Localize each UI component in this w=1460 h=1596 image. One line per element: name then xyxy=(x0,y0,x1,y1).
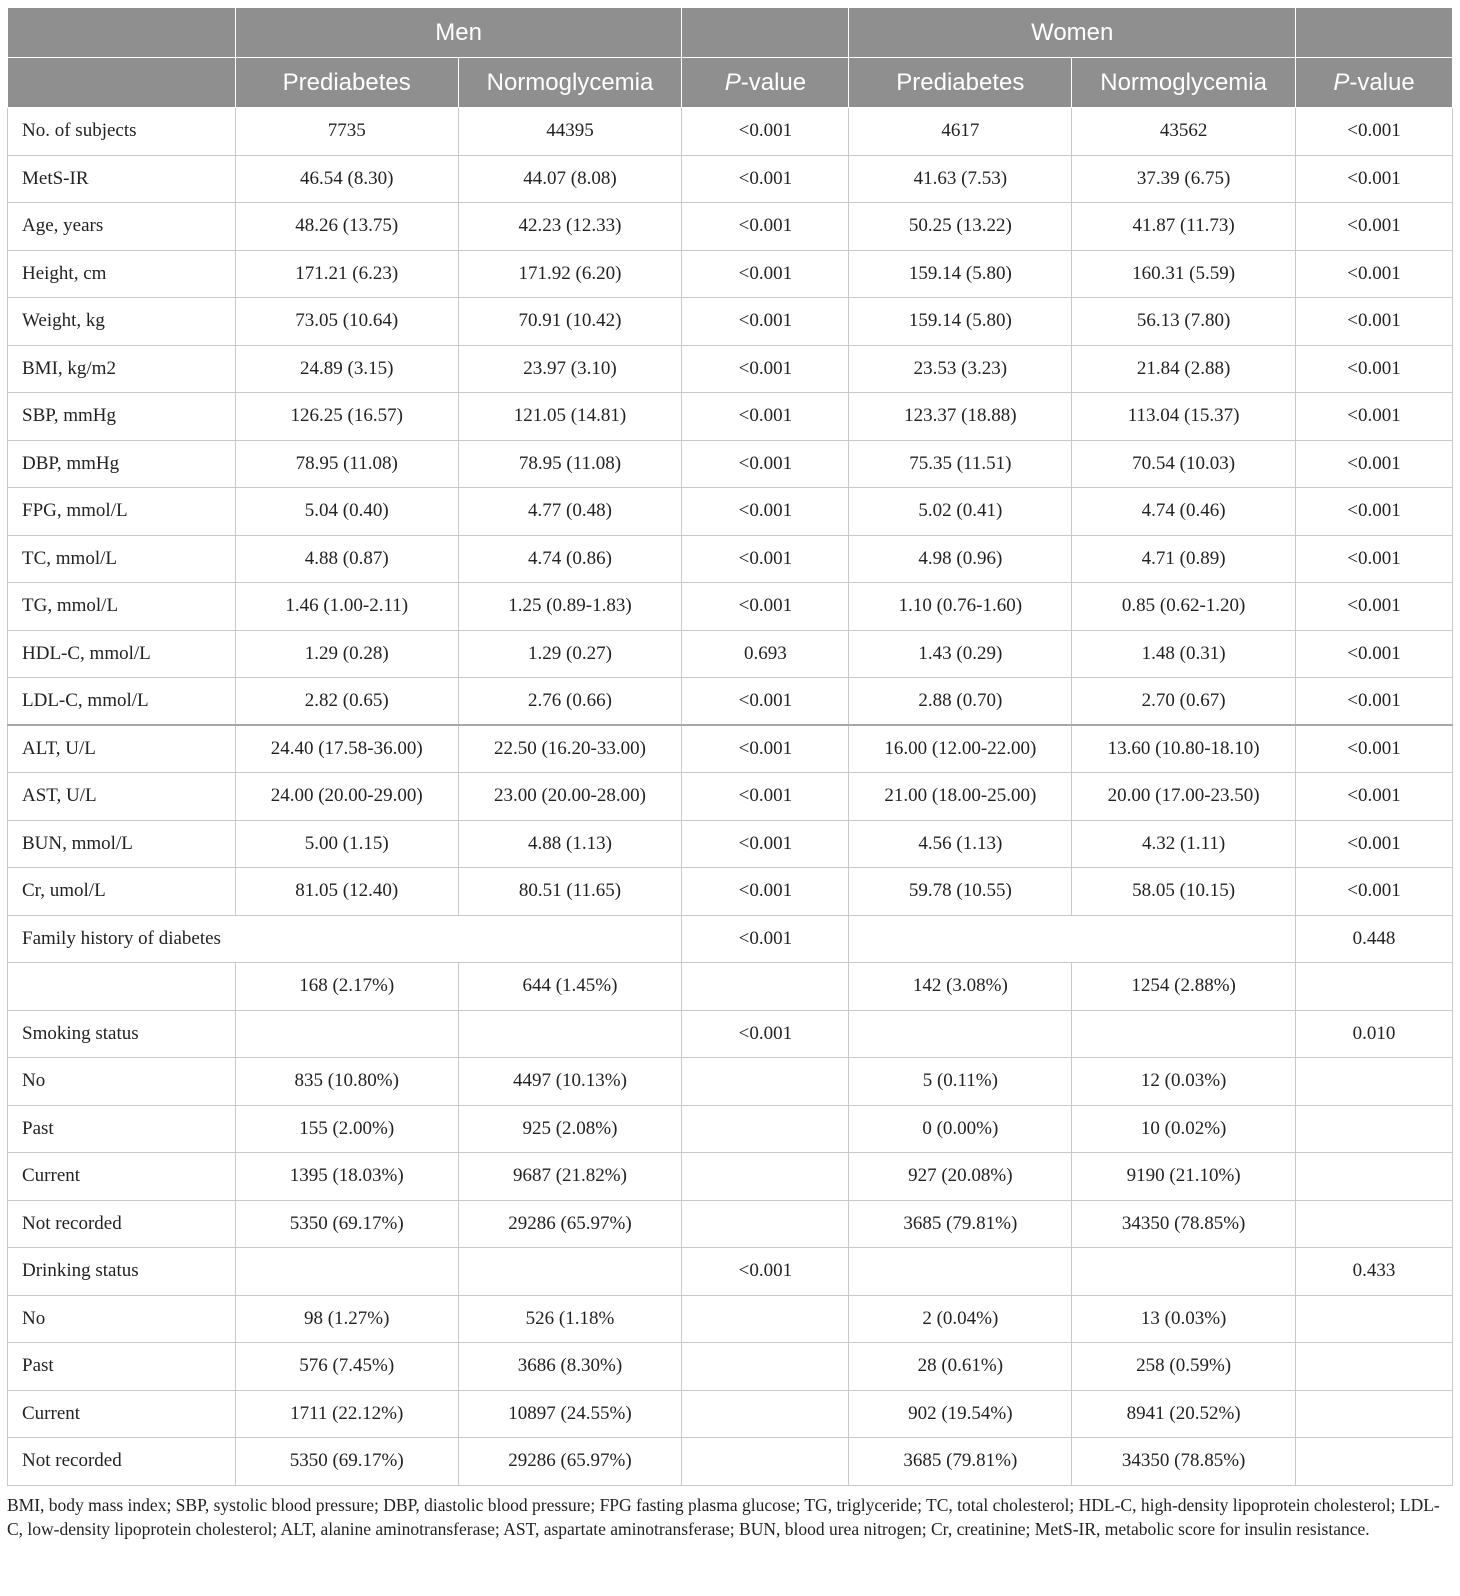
table-row xyxy=(8,820,1453,868)
cell: 98 (1.27%) xyxy=(235,1295,458,1343)
row-label: TC, mmol/L xyxy=(8,535,236,583)
cell: <0.001 xyxy=(682,488,849,536)
cell: 73.05 (10.64) xyxy=(235,298,458,346)
table-row xyxy=(8,773,1453,821)
cell: 2.70 (0.67) xyxy=(1072,678,1296,726)
cell: 10 (0.02%) xyxy=(1072,1105,1296,1153)
cell: 4.77 (0.48) xyxy=(458,488,682,536)
cell xyxy=(682,963,849,1011)
row-label: Family history of diabetes xyxy=(8,915,682,963)
cell: 4.71 (0.89) xyxy=(1072,535,1296,583)
row-label: TG, mmol/L xyxy=(8,583,236,631)
table-row xyxy=(8,345,1453,393)
cell: 78.95 (11.08) xyxy=(458,440,682,488)
cell: 121.05 (14.81) xyxy=(458,393,682,441)
cell xyxy=(1296,1058,1453,1106)
cell xyxy=(682,1295,849,1343)
cell: 4.88 (1.13) xyxy=(458,820,682,868)
p-italic: P xyxy=(1333,68,1350,96)
table-row xyxy=(8,1153,1453,1201)
cell xyxy=(1072,1010,1296,1058)
cell: 21.84 (2.88) xyxy=(1072,345,1296,393)
cell: 2 (0.04%) xyxy=(849,1295,1072,1343)
table-row xyxy=(8,108,1453,156)
cell: 7735 xyxy=(235,108,458,156)
cell: 4.98 (0.96) xyxy=(849,535,1072,583)
cell: 13.60 (10.80-18.10) xyxy=(1072,725,1296,773)
cell xyxy=(682,1153,849,1201)
cell: <0.001 xyxy=(682,868,849,916)
table-row xyxy=(8,630,1453,678)
cell: 5 (0.11%) xyxy=(849,1058,1072,1106)
cell xyxy=(1296,1105,1453,1153)
cell xyxy=(849,915,1296,963)
cell: 80.51 (11.65) xyxy=(458,868,682,916)
cell: 24.40 (17.58-36.00) xyxy=(235,725,458,773)
cell: 12 (0.03%) xyxy=(1072,1058,1296,1106)
cell: <0.001 xyxy=(1296,630,1453,678)
cell xyxy=(1296,1153,1453,1201)
cell: 8941 (20.52%) xyxy=(1072,1390,1296,1438)
table-row xyxy=(8,440,1453,488)
cell: 3686 (8.30%) xyxy=(458,1343,682,1391)
col-header-men-prediabetes: Prediabetes xyxy=(235,58,458,108)
cell: 44395 xyxy=(458,108,682,156)
smoking-header-row xyxy=(8,1010,1453,1058)
table-row xyxy=(8,1438,1453,1486)
cell: 24.89 (3.15) xyxy=(235,345,458,393)
p-italic: P xyxy=(724,68,741,96)
cell: 1.10 (0.76-1.60) xyxy=(849,583,1072,631)
cell: 925 (2.08%) xyxy=(458,1105,682,1153)
row-label: Smoking status xyxy=(8,1010,236,1058)
table-row xyxy=(8,1058,1453,1106)
row-label: MetS-IR xyxy=(8,155,236,203)
table-row xyxy=(8,963,1453,1011)
cell: <0.001 xyxy=(682,820,849,868)
cell: <0.001 xyxy=(1296,155,1453,203)
cell: 927 (20.08%) xyxy=(849,1153,1072,1201)
cell: 28 (0.61%) xyxy=(849,1343,1072,1391)
cell: 4.56 (1.13) xyxy=(849,820,1072,868)
cell: <0.001 xyxy=(1296,535,1453,583)
table-row xyxy=(8,155,1453,203)
cell: 1.46 (1.00-2.11) xyxy=(235,583,458,631)
cell: 37.39 (6.75) xyxy=(1072,155,1296,203)
cell: 835 (10.80%) xyxy=(235,1058,458,1106)
cell: 59.78 (10.55) xyxy=(849,868,1072,916)
cell: 171.21 (6.23) xyxy=(235,250,458,298)
table-row xyxy=(8,203,1453,251)
cell: 41.87 (11.73) xyxy=(1072,203,1296,251)
cell: 70.54 (10.03) xyxy=(1072,440,1296,488)
cell: 58.05 (10.15) xyxy=(1072,868,1296,916)
cell: 1711 (22.12%) xyxy=(235,1390,458,1438)
cell: <0.001 xyxy=(682,773,849,821)
cell: 22.50 (16.20-33.00) xyxy=(458,725,682,773)
row-label: DBP, mmHg xyxy=(8,440,236,488)
header-blank xyxy=(8,8,236,58)
p-suffix: -value xyxy=(740,68,807,96)
cell: 902 (19.54%) xyxy=(849,1390,1072,1438)
cell: 159.14 (5.80) xyxy=(849,250,1072,298)
cell: 4617 xyxy=(849,108,1072,156)
col-header-men-pvalue xyxy=(682,58,849,108)
cell: 644 (1.45%) xyxy=(458,963,682,1011)
cell: 34350 (78.85%) xyxy=(1072,1200,1296,1248)
table-row xyxy=(8,1343,1453,1391)
cell: <0.001 xyxy=(682,155,849,203)
cell: <0.001 xyxy=(1296,678,1453,726)
cell: <0.001 xyxy=(682,203,849,251)
cell: 42.23 (12.33) xyxy=(458,203,682,251)
cell: <0.001 xyxy=(1296,298,1453,346)
cell: 81.05 (12.40) xyxy=(235,868,458,916)
cell: <0.001 xyxy=(682,298,849,346)
cell: 576 (7.45%) xyxy=(235,1343,458,1391)
cell: 2.76 (0.66) xyxy=(458,678,682,726)
cell: 258 (0.59%) xyxy=(1072,1343,1296,1391)
family-history-header-row xyxy=(8,915,1453,963)
col-header-women-pvalue xyxy=(1296,58,1453,108)
row-label: LDL-C, mmol/L xyxy=(8,678,236,726)
cell: 5.00 (1.15) xyxy=(235,820,458,868)
cell: <0.001 xyxy=(682,440,849,488)
col-header-men-normoglycemia: Normoglycemia xyxy=(458,58,682,108)
row-label: Current xyxy=(8,1153,236,1201)
row-label xyxy=(8,963,236,1011)
cell: <0.001 xyxy=(682,1010,849,1058)
cell: 23.97 (3.10) xyxy=(458,345,682,393)
cell: <0.001 xyxy=(1296,868,1453,916)
cell: <0.001 xyxy=(682,345,849,393)
row-label: SBP, mmHg xyxy=(8,393,236,441)
row-label: No xyxy=(8,1295,236,1343)
row-label: Age, years xyxy=(8,203,236,251)
cell: 126.25 (16.57) xyxy=(235,393,458,441)
drinking-header-row xyxy=(8,1248,1453,1296)
cell: 0 (0.00%) xyxy=(849,1105,1072,1153)
cell: <0.001 xyxy=(682,250,849,298)
row-label: AST, U/L xyxy=(8,773,236,821)
cell: 1254 (2.88%) xyxy=(1072,963,1296,1011)
cell: 1395 (18.03%) xyxy=(235,1153,458,1201)
cell: 70.91 (10.42) xyxy=(458,298,682,346)
cell: 0.448 xyxy=(1296,915,1453,963)
cell: 113.04 (15.37) xyxy=(1072,393,1296,441)
cell: 5.02 (0.41) xyxy=(849,488,1072,536)
group-header-row xyxy=(8,8,1453,58)
cell xyxy=(682,1438,849,1486)
table-row xyxy=(8,250,1453,298)
cell: 24.00 (20.00-29.00) xyxy=(235,773,458,821)
cell: <0.001 xyxy=(682,583,849,631)
cell xyxy=(1296,1390,1453,1438)
cell: 43562 xyxy=(1072,108,1296,156)
cell: 1.48 (0.31) xyxy=(1072,630,1296,678)
cell: <0.001 xyxy=(682,1248,849,1296)
cell: 3685 (79.81%) xyxy=(849,1438,1072,1486)
table-row xyxy=(8,298,1453,346)
table-row xyxy=(8,393,1453,441)
table-row xyxy=(8,678,1453,726)
cell: 23.53 (3.23) xyxy=(849,345,1072,393)
cell: 44.07 (8.08) xyxy=(458,155,682,203)
cell xyxy=(1296,1343,1453,1391)
cell xyxy=(458,1248,682,1296)
cell: <0.001 xyxy=(682,535,849,583)
cell: 29286 (65.97%) xyxy=(458,1438,682,1486)
cell: 5.04 (0.40) xyxy=(235,488,458,536)
cell: 2.88 (0.70) xyxy=(849,678,1072,726)
row-label: No xyxy=(8,1058,236,1106)
table-row xyxy=(8,1200,1453,1248)
cell: 123.37 (18.88) xyxy=(849,393,1072,441)
cell: <0.001 xyxy=(1296,583,1453,631)
row-label: HDL-C, mmol/L xyxy=(8,630,236,678)
cell: 13 (0.03%) xyxy=(1072,1295,1296,1343)
characteristics-table xyxy=(7,7,1453,1486)
cell: <0.001 xyxy=(1296,773,1453,821)
cell xyxy=(1296,963,1453,1011)
cell: <0.001 xyxy=(1296,820,1453,868)
cell: 0.433 xyxy=(1296,1248,1453,1296)
row-label: Past xyxy=(8,1105,236,1153)
cell: 56.13 (7.80) xyxy=(1072,298,1296,346)
cell xyxy=(1296,1295,1453,1343)
row-label: ALT, U/L xyxy=(8,725,236,773)
table-row xyxy=(8,583,1453,631)
cell: <0.001 xyxy=(1296,393,1453,441)
cell: 526 (1.18% xyxy=(458,1295,682,1343)
cell: <0.001 xyxy=(682,915,849,963)
cell: 21.00 (18.00-25.00) xyxy=(849,773,1072,821)
cell: 0.85 (0.62-1.20) xyxy=(1072,583,1296,631)
row-label: FPG, mmol/L xyxy=(8,488,236,536)
cell: 171.92 (6.20) xyxy=(458,250,682,298)
cell: 16.00 (12.00-22.00) xyxy=(849,725,1072,773)
cell xyxy=(1296,1438,1453,1486)
table-row xyxy=(8,725,1453,773)
cell: 5350 (69.17%) xyxy=(235,1200,458,1248)
cell: <0.001 xyxy=(682,678,849,726)
table-row xyxy=(8,1390,1453,1438)
cell: <0.001 xyxy=(1296,345,1453,393)
row-label: Height, cm xyxy=(8,250,236,298)
col-header-women-normoglycemia: Normoglycemia xyxy=(1072,58,1296,108)
row-label: No. of subjects xyxy=(8,108,236,156)
header-blank xyxy=(8,58,236,108)
cell: 48.26 (13.75) xyxy=(235,203,458,251)
header-blank xyxy=(682,8,849,58)
cell xyxy=(458,1010,682,1058)
cell: 41.63 (7.53) xyxy=(849,155,1072,203)
table-row xyxy=(8,1295,1453,1343)
cell: <0.001 xyxy=(682,725,849,773)
cell: 160.31 (5.59) xyxy=(1072,250,1296,298)
cell: 10897 (24.55%) xyxy=(458,1390,682,1438)
cell: 142 (3.08%) xyxy=(849,963,1072,1011)
cell: 0.693 xyxy=(682,630,849,678)
cell: 50.25 (13.22) xyxy=(849,203,1072,251)
cell: 3685 (79.81%) xyxy=(849,1200,1072,1248)
cell: 168 (2.17%) xyxy=(235,963,458,1011)
cell: 155 (2.00%) xyxy=(235,1105,458,1153)
cell xyxy=(1072,1248,1296,1296)
cell: <0.001 xyxy=(682,393,849,441)
cell: <0.001 xyxy=(1296,250,1453,298)
row-label: Not recorded xyxy=(8,1438,236,1486)
cell: <0.001 xyxy=(682,108,849,156)
cell: 23.00 (20.00-28.00) xyxy=(458,773,682,821)
cell: 34350 (78.85%) xyxy=(1072,1438,1296,1486)
cell xyxy=(1296,1200,1453,1248)
cell: 20.00 (17.00-23.50) xyxy=(1072,773,1296,821)
cell: 4497 (10.13%) xyxy=(458,1058,682,1106)
cell: 4.88 (0.87) xyxy=(235,535,458,583)
cell: 1.43 (0.29) xyxy=(849,630,1072,678)
cell: <0.001 xyxy=(1296,440,1453,488)
cell xyxy=(682,1390,849,1438)
table-footnote: BMI, body mass index; SBP, systolic blood pressure; DBP, diastolic blood pressure; FPG fasting plasma glucose; TG, triglyceride; TC, total cholesterol; HDL-C, high-density lipoprotein cholesterol; LDL-C, low-density lipoprotein cholesterol; ALT, alanine aminotransferase; AST, aspartate aminotransferase; BUN, blood urea nitrogen; Cr, creatinine; MetS-IR, metabolic score for insulin resistance. xyxy=(7,1495,1440,1539)
row-label: BUN, mmol/L xyxy=(8,820,236,868)
group-header-women: Women xyxy=(849,8,1296,58)
cell xyxy=(849,1248,1072,1296)
cell: 4.74 (0.46) xyxy=(1072,488,1296,536)
cell xyxy=(682,1343,849,1391)
table-row xyxy=(8,488,1453,536)
row-label: Not recorded xyxy=(8,1200,236,1248)
cell: 5350 (69.17%) xyxy=(235,1438,458,1486)
col-header-women-prediabetes: Prediabetes xyxy=(849,58,1072,108)
cell: 1.29 (0.28) xyxy=(235,630,458,678)
cell: 4.74 (0.86) xyxy=(458,535,682,583)
cell: 2.82 (0.65) xyxy=(235,678,458,726)
cell xyxy=(235,1248,458,1296)
table-row xyxy=(8,868,1453,916)
cell: 1.25 (0.89-1.83) xyxy=(458,583,682,631)
cell xyxy=(849,1010,1072,1058)
cell: 9190 (21.10%) xyxy=(1072,1153,1296,1201)
table-row xyxy=(8,1105,1453,1153)
row-label: Weight, kg xyxy=(8,298,236,346)
cell: 1.29 (0.27) xyxy=(458,630,682,678)
cell: 159.14 (5.80) xyxy=(849,298,1072,346)
row-label: Current xyxy=(8,1390,236,1438)
p-suffix: -value xyxy=(1349,68,1415,96)
cell: <0.001 xyxy=(1296,488,1453,536)
row-label: Past xyxy=(8,1343,236,1391)
cell: 75.35 (11.51) xyxy=(849,440,1072,488)
cell: <0.001 xyxy=(1296,203,1453,251)
cell xyxy=(682,1105,849,1153)
header-blank xyxy=(1296,8,1453,58)
cell: 29286 (65.97%) xyxy=(458,1200,682,1248)
row-label: Cr, umol/L xyxy=(8,868,236,916)
cell: 78.95 (11.08) xyxy=(235,440,458,488)
column-header-row xyxy=(8,58,1453,108)
row-label: Drinking status xyxy=(8,1248,236,1296)
cell xyxy=(682,1200,849,1248)
cell xyxy=(682,1058,849,1106)
cell: 4.32 (1.11) xyxy=(1072,820,1296,868)
table-row xyxy=(8,535,1453,583)
group-header-men: Men xyxy=(235,8,682,58)
row-label: BMI, kg/m2 xyxy=(8,345,236,393)
cell: 46.54 (8.30) xyxy=(235,155,458,203)
cell: <0.001 xyxy=(1296,108,1453,156)
cell: 0.010 xyxy=(1296,1010,1453,1058)
cell: <0.001 xyxy=(1296,725,1453,773)
cell: 9687 (21.82%) xyxy=(458,1153,682,1201)
cell xyxy=(235,1010,458,1058)
